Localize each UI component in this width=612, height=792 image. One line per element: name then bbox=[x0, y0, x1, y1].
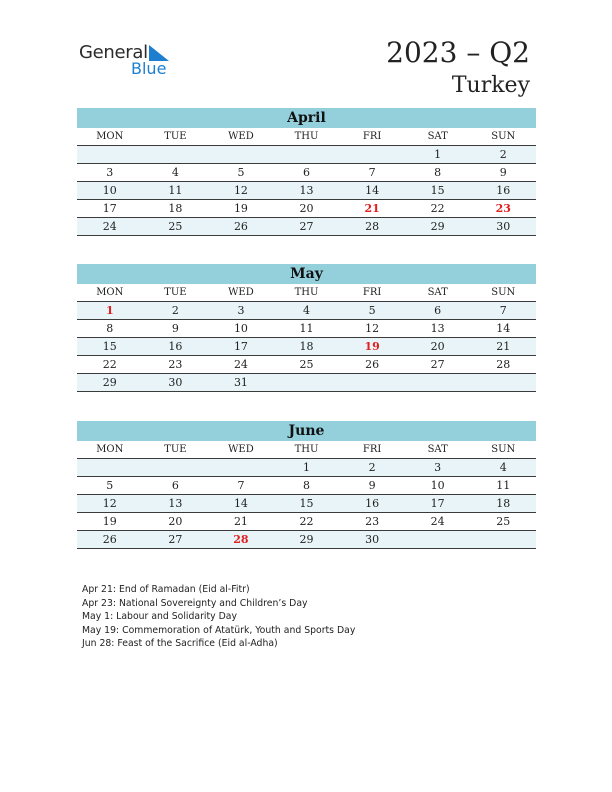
weekday-label: SAT bbox=[427, 131, 448, 142]
day-cell: 17 bbox=[233, 340, 248, 353]
day-cell: 20 bbox=[299, 202, 314, 215]
week-row bbox=[77, 531, 536, 549]
day-cell: 10 bbox=[102, 184, 117, 197]
day-cell: 12 bbox=[233, 184, 248, 197]
week-row bbox=[77, 164, 536, 182]
holiday-note: Apr 23: National Sovereignty and Children’s Day bbox=[82, 597, 308, 609]
day-cell: 20 bbox=[168, 515, 183, 528]
week-row bbox=[77, 495, 536, 513]
day-cell: 23 bbox=[365, 515, 380, 528]
day-cell bbox=[405, 374, 471, 391]
day-cell: 11 bbox=[496, 479, 511, 492]
day-cell: 20 bbox=[430, 340, 445, 353]
month-june bbox=[77, 421, 536, 549]
day-cell bbox=[208, 146, 274, 163]
day-cell: 14 bbox=[496, 322, 511, 335]
day-cell bbox=[143, 459, 209, 476]
day-cell: 5 bbox=[368, 304, 376, 317]
day-cell: 5 bbox=[106, 479, 114, 492]
weekday-label: TUE bbox=[164, 131, 187, 142]
weekday-label: MON bbox=[96, 444, 124, 455]
day-cell: 19 bbox=[233, 202, 248, 215]
day-cell: 17 bbox=[430, 497, 445, 510]
day-cell: 30 bbox=[365, 533, 380, 546]
day-cell: 16 bbox=[496, 184, 511, 197]
day-cell: 2 bbox=[499, 148, 507, 161]
day-cell: 5 bbox=[237, 166, 245, 179]
day-cell bbox=[77, 146, 143, 163]
day-cell: 24 bbox=[430, 515, 445, 528]
country-name: Turkey bbox=[451, 73, 530, 98]
holiday-day-cell: 28 bbox=[233, 533, 249, 546]
day-cell: 6 bbox=[303, 166, 311, 179]
week-row bbox=[77, 302, 536, 320]
week-row bbox=[77, 356, 536, 374]
day-cell: 9 bbox=[499, 166, 507, 179]
day-cell: 22 bbox=[102, 358, 117, 371]
day-cell: 26 bbox=[233, 220, 248, 233]
week-row bbox=[77, 338, 536, 356]
weekday-label: MON bbox=[96, 287, 124, 298]
day-cell: 2 bbox=[368, 461, 376, 474]
weekday-header-row bbox=[77, 441, 536, 459]
holiday-day-cell: 1 bbox=[105, 304, 114, 317]
day-cell: 26 bbox=[102, 533, 117, 546]
week-row bbox=[77, 459, 536, 477]
day-cell: 30 bbox=[496, 220, 511, 233]
day-cell: 14 bbox=[233, 497, 248, 510]
day-cell bbox=[470, 374, 536, 391]
weekday-label: THU bbox=[294, 444, 319, 455]
day-cell: 13 bbox=[168, 497, 183, 510]
day-cell: 4 bbox=[171, 166, 179, 179]
weekday-label: FRI bbox=[362, 287, 382, 298]
weekday-label: TUE bbox=[164, 287, 187, 298]
weekday-header-row bbox=[77, 128, 536, 146]
day-cell: 4 bbox=[303, 304, 311, 317]
day-cell: 12 bbox=[365, 322, 380, 335]
day-cell bbox=[143, 146, 209, 163]
day-cell: 1 bbox=[434, 148, 442, 161]
day-cell: 28 bbox=[365, 220, 380, 233]
page-title: 2023 – Q2 bbox=[386, 36, 530, 69]
day-cell: 21 bbox=[496, 340, 511, 353]
week-row bbox=[77, 182, 536, 200]
month-april bbox=[77, 108, 536, 236]
day-cell bbox=[208, 459, 274, 476]
day-cell: 21 bbox=[233, 515, 248, 528]
day-cell bbox=[470, 531, 536, 548]
holiday-day-cell: 23 bbox=[495, 202, 511, 215]
day-cell: 15 bbox=[299, 497, 314, 510]
day-cell: 22 bbox=[299, 515, 314, 528]
day-cell: 25 bbox=[299, 358, 314, 371]
weekday-header-row bbox=[77, 284, 536, 302]
day-cell: 30 bbox=[168, 376, 183, 389]
day-cell: 29 bbox=[102, 376, 117, 389]
weekday-label: MON bbox=[96, 131, 124, 142]
day-cell: 12 bbox=[102, 497, 117, 510]
holiday-note: Jun 28: Feast of the Sacrifice (Eid al-Adha) bbox=[82, 638, 278, 650]
day-cell: 16 bbox=[365, 497, 380, 510]
brand-blue: Blue bbox=[131, 59, 167, 78]
day-cell: 7 bbox=[368, 166, 376, 179]
day-cell: 11 bbox=[299, 322, 314, 335]
day-cell: 18 bbox=[168, 202, 183, 215]
day-cell: 22 bbox=[430, 202, 445, 215]
weekday-label: FRI bbox=[362, 131, 382, 142]
day-cell: 9 bbox=[171, 322, 179, 335]
holiday-day-cell: 21 bbox=[364, 202, 380, 215]
month-title: May bbox=[77, 264, 536, 284]
week-row bbox=[77, 218, 536, 236]
day-cell: 25 bbox=[168, 220, 183, 233]
day-cell: 27 bbox=[299, 220, 314, 233]
day-cell: 8 bbox=[303, 479, 311, 492]
day-cell: 16 bbox=[168, 340, 183, 353]
day-cell: 31 bbox=[233, 376, 248, 389]
day-cell: 1 bbox=[303, 461, 311, 474]
day-cell: 29 bbox=[299, 533, 314, 546]
day-cell: 19 bbox=[102, 515, 117, 528]
holiday-day-cell: 19 bbox=[364, 340, 380, 353]
week-row bbox=[77, 200, 536, 218]
month-may bbox=[77, 264, 536, 392]
day-cell bbox=[339, 146, 405, 163]
day-cell: 6 bbox=[434, 304, 442, 317]
brand-general: General bbox=[79, 42, 148, 63]
day-cell: 4 bbox=[499, 461, 507, 474]
day-cell bbox=[339, 374, 405, 391]
weekday-label: SAT bbox=[427, 287, 448, 298]
day-cell: 7 bbox=[237, 479, 245, 492]
day-cell: 13 bbox=[299, 184, 314, 197]
holiday-note: May 1: Labour and Solidarity Day bbox=[82, 611, 237, 623]
day-cell: 15 bbox=[102, 340, 117, 353]
day-cell: 15 bbox=[430, 184, 445, 197]
day-cell: 14 bbox=[365, 184, 380, 197]
day-cell bbox=[77, 459, 143, 476]
day-cell: 10 bbox=[233, 322, 248, 335]
day-cell: 27 bbox=[430, 358, 445, 371]
holiday-notes bbox=[82, 583, 355, 651]
day-cell: 26 bbox=[365, 358, 380, 371]
day-cell: 3 bbox=[237, 304, 245, 317]
day-cell: 17 bbox=[102, 202, 117, 215]
day-cell: 24 bbox=[102, 220, 117, 233]
day-cell: 3 bbox=[106, 166, 114, 179]
month-title: June bbox=[77, 421, 536, 441]
weekday-label: FRI bbox=[362, 444, 382, 455]
weekday-label: WED bbox=[228, 444, 254, 455]
day-cell: 2 bbox=[171, 304, 179, 317]
holiday-note: May 19: Commemoration of Atatürk, Youth and Sports Day bbox=[82, 624, 356, 636]
day-cell: 18 bbox=[496, 497, 511, 510]
brand-logo bbox=[79, 42, 179, 82]
day-cell: 18 bbox=[299, 340, 314, 353]
day-cell bbox=[274, 146, 340, 163]
day-cell: 7 bbox=[499, 304, 507, 317]
day-cell: 6 bbox=[171, 479, 179, 492]
day-cell: 25 bbox=[496, 515, 511, 528]
week-row bbox=[77, 146, 536, 164]
weekday-label: TUE bbox=[164, 444, 187, 455]
day-cell: 23 bbox=[168, 358, 183, 371]
day-cell: 28 bbox=[496, 358, 511, 371]
day-cell: 29 bbox=[430, 220, 445, 233]
day-cell: 11 bbox=[168, 184, 183, 197]
holiday-note: Apr 21: End of Ramadan (Eid al-Fitr) bbox=[82, 584, 250, 595]
week-row bbox=[77, 477, 536, 495]
day-cell: 9 bbox=[368, 479, 376, 492]
weekday-label: THU bbox=[294, 131, 319, 142]
week-row bbox=[77, 320, 536, 338]
day-cell: 3 bbox=[434, 461, 442, 474]
weekday-label: THU bbox=[294, 287, 319, 298]
day-cell: 8 bbox=[434, 166, 442, 179]
day-cell: 8 bbox=[106, 322, 114, 335]
day-cell: 24 bbox=[233, 358, 248, 371]
week-row bbox=[77, 513, 536, 531]
day-cell bbox=[274, 374, 340, 391]
weekday-label: WED bbox=[228, 287, 254, 298]
week-row bbox=[77, 374, 536, 392]
day-cell: 10 bbox=[430, 479, 445, 492]
day-cell bbox=[405, 531, 471, 548]
weekday-label: SUN bbox=[491, 131, 516, 142]
weekday-label: SUN bbox=[491, 287, 516, 298]
weekday-label: WED bbox=[228, 131, 254, 142]
month-title: April bbox=[77, 108, 536, 128]
weekday-label: SUN bbox=[491, 444, 516, 455]
weekday-label: SAT bbox=[427, 444, 448, 455]
day-cell: 27 bbox=[168, 533, 183, 546]
day-cell: 13 bbox=[430, 322, 445, 335]
